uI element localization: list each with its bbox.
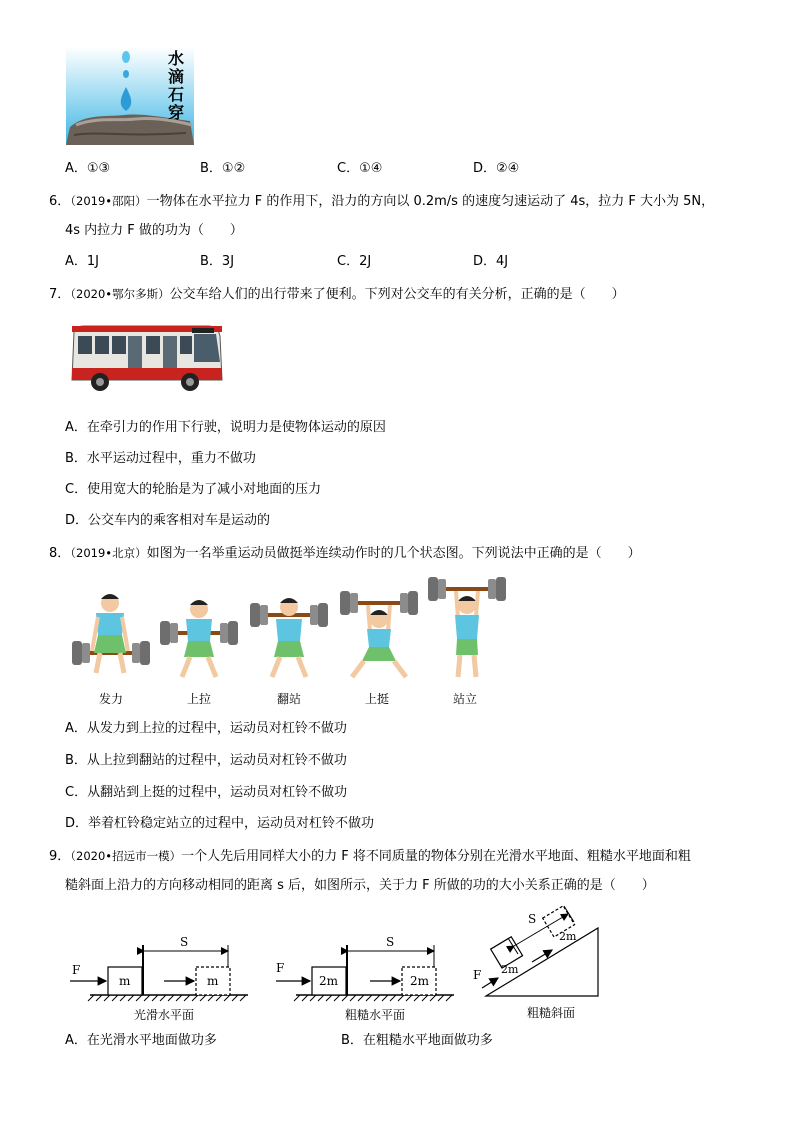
bus-image [68,322,226,392]
q7-option-c[interactable]: C．使用宽大的轮胎是为了减小对地面的压力 [65,482,322,497]
q5-option-b[interactable]: B．①② [200,161,246,176]
diagram2-distance-label: S [386,935,395,949]
diagram3-force-label: F [473,968,482,982]
stage-label-fanzhan: 翻站 [276,692,301,706]
caption-smooth-horizontal: 光滑水平面 [134,1008,195,1022]
diagram1-mass-label-end: m [207,974,219,988]
q7-stem [49,285,625,304]
q9-text-line1: 一个人先后用同样大小的力 F 将不同质量的物体分别在光滑水平地面、粗糙水平地面和粗 [181,849,691,864]
q7-option-b[interactable]: B．水平运动过程中，重力不做功 [65,451,256,466]
diagram3-mass-label-end: 2m [559,930,577,943]
q7-text: 公交车给人们的出行带来了便利。下列对公交车的有关分析，正确的是（ ） [169,287,625,302]
q8-text: 如图为一名举重运动员做挺举连续动作时的几个状态图。下列说法中正确的是（ ） [146,546,641,561]
diagram-rough-horizontal [274,925,470,1003]
weightlifting-figures [66,573,512,685]
lifter-figure-3 [250,598,328,677]
q8-option-a[interactable]: A．从发力到上拉的过程中，运动员对杠铃不做功 [65,721,347,736]
q7-number: 7． [49,287,71,302]
q6-option-a[interactable]: A．1J [65,254,99,269]
q7-option-d[interactable]: D．公交车内的乘客相对车是运动的 [65,513,271,528]
lifter-figure-1 [72,594,150,673]
q7-option-a[interactable]: A．在牵引力的作用下行驶，说明力是使物体运动的原因 [65,420,386,435]
q8-stem [49,544,641,563]
stage-label-zhanli: 站立 [452,692,477,706]
q6-option-d[interactable]: D．4J [473,254,509,269]
q6-stem-line1 [49,192,714,211]
q9-stem-line1 [49,847,691,866]
lifter-figure-4 [340,591,418,677]
q6-option-c[interactable]: C．2J [337,254,372,269]
q9-source: （2020•招远市一模） [70,849,182,863]
stage-label-shangla: 上拉 [186,692,211,706]
q8-option-c[interactable]: C．从翻站到上挺的过程中，运动员对杠铃不做功 [65,785,348,800]
diagram2-mass-label-end: 2m [410,974,430,988]
q6-source: （2019•邵阳） [70,194,147,208]
q9-number: 9． [49,849,71,864]
diagram2-force-label: F [276,961,285,975]
q8-number: 8． [49,546,71,561]
caption-rough-horizontal: 粗糙水平面 [345,1008,406,1022]
q9-text-line2: 糙斜面上沿力的方向移动相同的距离 s 后，如图所示，关于力 F 所做的功的大小关系正确的是（ ） [65,878,655,893]
q7-source: （2020•鄂尔多斯） [70,287,170,301]
water-drop-caption: 水滴石穿 [168,49,185,122]
q5-option-a[interactable]: A．①③ [65,161,111,176]
q9-option-b[interactable]: B．在粗糙水平地面做功多 [341,1033,493,1048]
diagram-smooth-horizontal [68,925,264,1003]
q8-source: （2019•北京） [70,546,147,560]
q6-text-line2: 4s 内拉力 F 做的功为（ ） [65,223,243,238]
caption-rough-incline: 粗糙斜面 [527,1006,576,1020]
lifter-figure-2 [160,600,238,677]
diagram1-force-label: F [72,963,81,977]
q8-option-d[interactable]: D．举着杠铃稳定站立的过程中，运动员对杠铃不做功 [65,816,375,831]
q8-option-b[interactable]: B．从上拉到翻站的过程中，运动员对杠铃不做功 [65,753,347,768]
q6-text-line1: 一物体在水平拉力 F 的作用下，沿力的方向以 0.2m/s 的速度匀速运动了 4s，拉力 F 大小为 5N， [146,194,715,209]
diagram-rough-incline [468,900,608,1000]
diagram2-mass-label-start: 2m [319,974,339,988]
lifter-figure-5 [428,577,506,677]
diagram3-distance-label: S [528,912,537,926]
q6-number: 6． [49,194,71,209]
q5-option-d[interactable]: D．②④ [473,161,520,176]
stage-label-shangting: 上挺 [364,692,389,706]
stage-label-fali: 发力 [98,692,123,706]
diagram1-distance-label: S [180,935,189,949]
q5-option-c[interactable]: C．①④ [337,161,383,176]
diagram3-mass-label-start: 2m [501,963,519,976]
q6-option-b[interactable]: B．3J [200,254,235,269]
diagram1-mass-label-start: m [119,974,131,988]
q9-option-a[interactable]: A．在光滑水平地面做功多 [65,1033,217,1048]
